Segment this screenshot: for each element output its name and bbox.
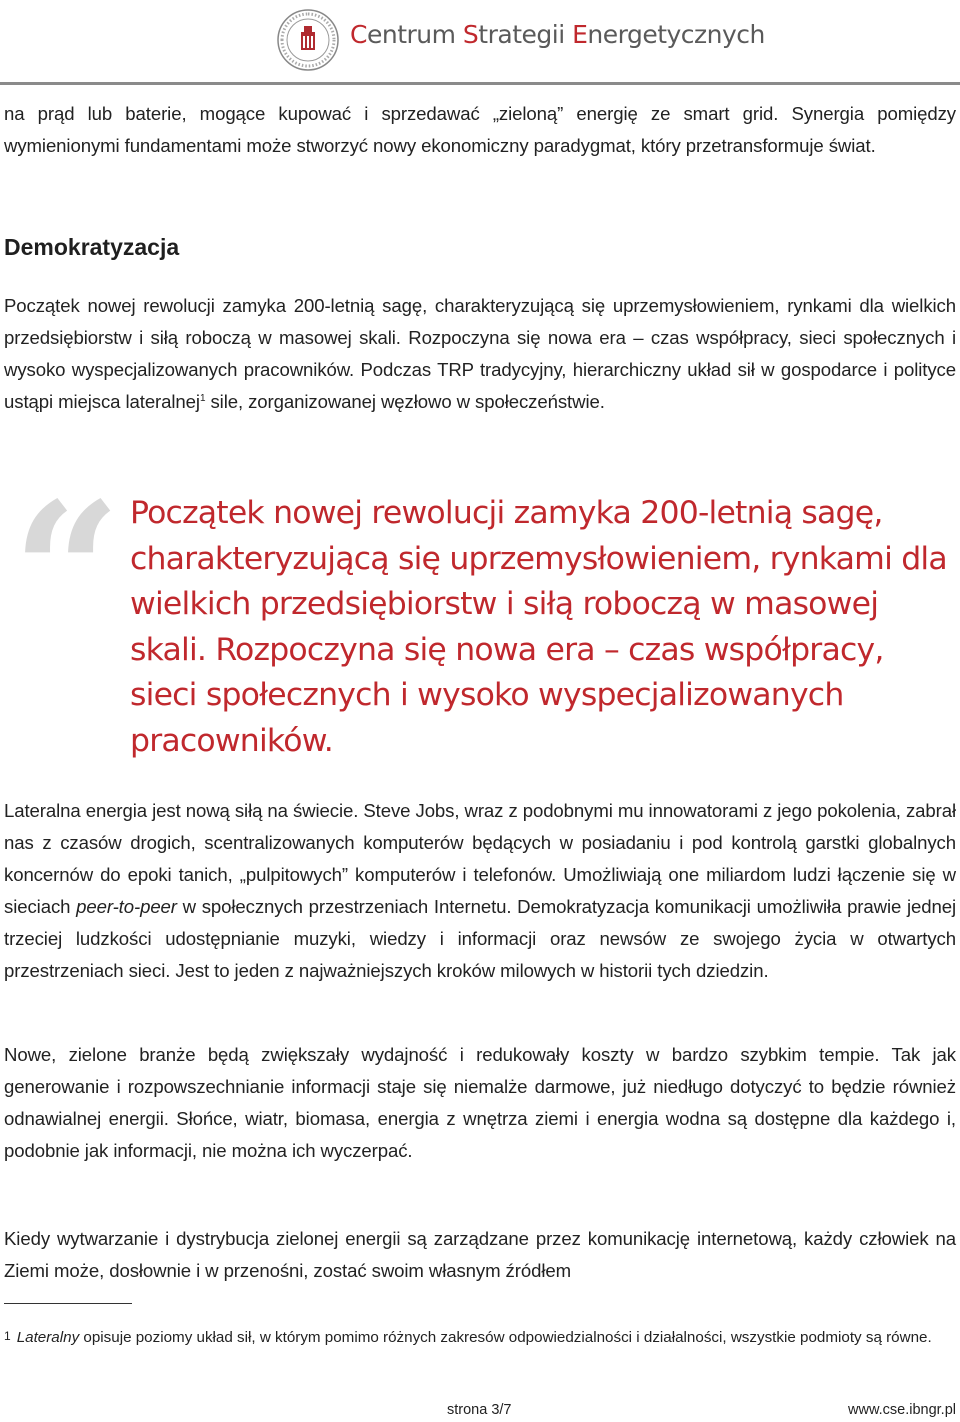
pull-quote: Początek nowej rewolucji zamyka 200-letnią sagę, charakteryzującą się uprzemysłowieniem, rynkami dla wielkich przedsiębiorstw i siłą roboczą w masowej skali. Rozpoczyna się nowa era – czas współpracy, sieci społecznych i wysoko wyspecjalizowanych pracowników. — [130, 495, 947, 759]
paragraph-intro: na prąd lub baterie, mogące kupować i sprzedawać „zieloną” energię ze smart grid. Synergia pomiędzy wymienionymi fundamentami może stworzyć nowy ekonomiczny paradygmat, który przetransformuje świat. — [4, 103, 956, 156]
brand-name: Centrum Strategii Energetycznych — [350, 20, 765, 49]
footnote-divider — [4, 1303, 132, 1304]
page-number: strona 3/7 — [447, 1402, 512, 1418]
paragraph-democratization: Początek nowej rewolucji zamyka 200-letnią sagę, charakteryzującą się uprzemysłowieniem, rynkami dla wielkich przedsiębiorstw i siłą roboczą w masowej skali. Rozpoczyna się nowa era – czas współpracy, sieci społecznych i wysoko wyspecjalizowanych pracowników. Podczas TRP tradycyjny, hierarchiczny układ sił w gospodarce i polityce ustąpi miejsca lateralnej$^1$ sile, zorganizowanej węzłowo w społeczeństwie. — [4, 295, 956, 412]
footnote: 1 Lateralny opisuje poziomy układ sił, w którym pomimo różnych zakresów odpowiedzialności i działalności, wszystkie podmioty są równe. — [4, 1329, 932, 1346]
page-header — [0, 0, 960, 86]
header-divider — [0, 82, 960, 85]
institute-seal-icon — [276, 8, 340, 72]
quote-mark-icon: “ — [12, 461, 122, 684]
footnote-ref[interactable]: 1 — [199, 393, 206, 404]
website-link[interactable]: www.cse.ibngr.pl — [848, 1402, 956, 1418]
paragraph-distribution: Kiedy wytwarzanie i dystrybucja zielonej energii są zarządzane przez komunikację internetową, każdy człowiek na Ziemi może, dosłownie i w przenośni, zostać swoim własnym źródłem — [4, 1228, 956, 1281]
paragraph-green-industries: Nowe, zielone branże będą zwiększały wydajność i redukowały koszty w bardzo szybkim tempie. Tak jak generowanie i rozpowszechnianie informacji staje się niemalże darmowe, już niedługo dotyczyć to będzie również odnawialnej energii. Słońce, wiatr, biomasa, energia z wnętrza ziemi i energia wodna są dostępne dla każdego i, podobnie jak informacji, nie można ich wyczerpać. — [4, 1044, 956, 1161]
paragraph-lateral-energy: Lateralna energia jest nową siłą na świecie. Steve Jobs, wraz z podobnymi mu innowatorami z jego pokolenia, zabrał nas z czasów drogich, scentralizowanych komputerów będących w posiadaniu i pod kontrolą garstki globalnych koncernów do epoki tanich, „pulpitowych” komputerów i telefonów. Umożliwiają one miliardom ludzi łączenie się w sieciach peer-to-peer w społecznych przestrzeniach Internetu. Demokratyzacja komunikacji umożliwiła prawie jednej trzeciej ludzkości udostępnianie muzyki, wiedzy i informacji oraz newsów ze swojego życia w otwartych przestrzeniach sieci. Jest to jeden z najważniejszych kroków milowych w historii tych dziedzin. — [4, 800, 956, 981]
section-heading: Demokratyzacja — [4, 234, 180, 260]
